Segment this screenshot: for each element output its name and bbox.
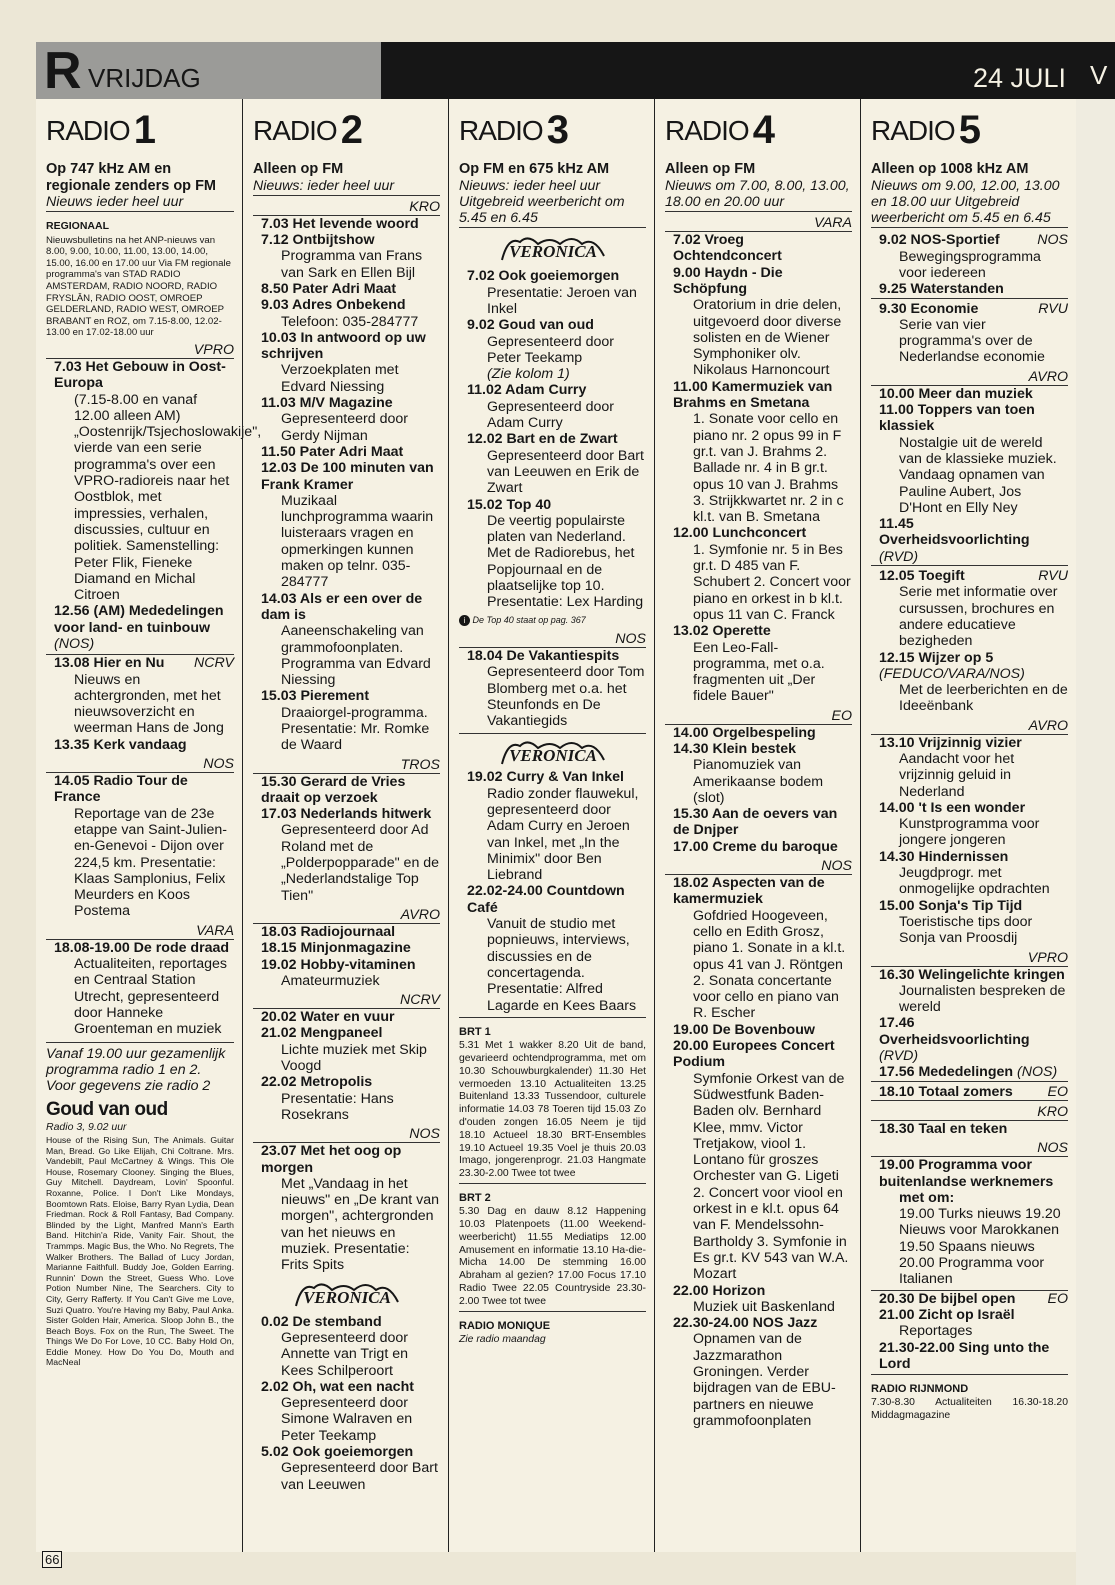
programme-title: 9.00 Haydn - Die Schöpfung <box>673 264 783 297</box>
programme-title: 14.30 Klein bestek <box>673 741 797 757</box>
programme-entry <box>871 568 1068 649</box>
programme-title: 8.50 Pater Adri Maat <box>261 280 397 297</box>
broadcaster-inline: (RVD) <box>879 548 919 565</box>
programme-entry <box>253 1074 440 1123</box>
programme-entry <box>871 281 1068 298</box>
programme-entry <box>253 1009 440 1025</box>
radio-5-news: Nieuws om 9.00, 12.00, 13.00 en 18.00 uur Uitgebreid weerbericht om 5.45 en 6.45 <box>871 178 1068 229</box>
radio-4-title: RADIO 4 <box>665 108 774 152</box>
programme-entry <box>459 769 646 883</box>
programme-entry <box>253 1379 440 1444</box>
programme-title: 12.15 Wijzer op 5 <box>879 649 994 666</box>
programme-description: 1. Symfonie nr. 5 in Bes gr.t. D 485 van F. Schubert 2. Concert voor piano en orkest in b kl.t. opus 11 van C. Franck <box>693 541 851 623</box>
programme-entry <box>871 800 1068 849</box>
programme-title: 11.03 M/V Magazine <box>261 395 393 412</box>
programme-description: Telefoon: 035-284777 <box>281 313 419 330</box>
programme-title: 9.02 NOS-Sportief <box>879 232 1000 249</box>
veronica-logo <box>459 232 646 266</box>
programme-description: Serie met informatie over cursussen, brochures en andere educatieve bezigheden <box>899 584 1058 650</box>
broadcaster-label: NOS <box>253 1126 440 1143</box>
programme-description: Verzoekplaten met Edvard Niessing <box>281 362 399 395</box>
programme-entry <box>871 301 1068 366</box>
programme-title: 5.02 Ook goeiemorgen <box>261 1443 414 1460</box>
programme-description: 19.00 Turks nieuws 19.20 Nieuws voor Marokkanen 19.50 Spaans nieuws 20.00 Programma voor Italianen <box>899 1206 1061 1288</box>
broadcaster-label: EO <box>665 708 852 725</box>
programme-title-row <box>54 655 234 671</box>
broadcaster-inline: EO <box>1047 1290 1068 1307</box>
programme-title-row <box>879 568 1068 584</box>
broadcaster-label: AVRO <box>871 718 1068 735</box>
programme-description: Een Leo-Fall-programma, met o.a. fragmenten uit „Der fidele Bauer" <box>693 639 825 705</box>
programme-title: 11.50 Pater Adri Maat <box>261 443 404 460</box>
broadcaster-label: AVRO <box>253 907 440 924</box>
veronica-logo-text: VERONICA <box>302 1287 391 1307</box>
regional-body: Nieuwsbulletins na het ANP-nieuws van 8.00, 9.00, 10.00, 11.00, 13.00, 14.00, 15.00, 16.00 en 17.00 uur Via FM regionale programma's van STAD RADIO AMSTERDAM, RADIO NOORD, RADIO FRYSLÂN, RADIO OOST, OMROEP GELDERLAND, RADIO WEST, OMROEP BRABANT en ROZ, om 7.15-8.00, 12.02-13.00 en 17.02-18.00 uur <box>46 234 231 339</box>
radio-1-title: RADIO 1 <box>46 108 155 152</box>
programme-title: 18.10 Totaal zomers <box>879 1083 1013 1100</box>
radio-1-frequency: Op 747 kHz AM en regionale zenders op FM <box>46 161 216 194</box>
programme-title: 9.02 Goud van oud <box>467 317 594 334</box>
programme-title: 13.35 Kerk vandaag <box>54 736 187 753</box>
programme-entry <box>253 1314 440 1379</box>
programme-description: Kunstprogramma voor jongere jongeren <box>899 816 1040 849</box>
veronica-logo-text: VERONICA <box>508 242 597 262</box>
programme-description: Serie van vier programma's over de Nederlandse economie <box>899 316 1045 366</box>
programme-entry <box>665 379 852 526</box>
programme-title: 14.03 Als er een over de dam is <box>261 590 423 623</box>
programme-title: 20.00 Europees Concert Podium <box>673 1038 835 1071</box>
programme-title: 0.02 De stemband <box>261 1313 382 1330</box>
veronica-logo-graphic <box>498 232 608 266</box>
programme-description: Nostalgie uit de wereld van de klassieke muziek. Vandaag opnamen van Pauline Aubert, Jos D'Hont en Elly Ney <box>899 434 1057 516</box>
programme-entry <box>665 725 852 741</box>
broadcaster-label: NOS <box>665 858 852 875</box>
broadcaster-inline: NCRV <box>194 655 234 672</box>
programme-title: 12.56 (AM) Mededelingen voor land- en tuinbouw <box>54 603 224 636</box>
programme-title: 19.02 Curry & Van Inkel <box>467 769 624 786</box>
programme-entry <box>253 330 440 395</box>
header-date: 24 JULI <box>972 63 1066 93</box>
column-radio-3 <box>448 99 654 1552</box>
programme-title: 11.00 Kamermuziek van Brahms en Smetana <box>673 378 833 412</box>
programme-entry <box>46 655 234 736</box>
programme-description: Presentatie: Jeroen van Inkel <box>487 284 637 317</box>
programme-title: 20.02 Water en vuur <box>261 1009 395 1026</box>
programme-title: 11.02 Adam Curry <box>467 382 587 399</box>
divider <box>459 1017 646 1018</box>
programme-entry <box>665 1038 852 1282</box>
programme-title: 15.02 Top 40 <box>467 496 552 513</box>
programme-title: 15.30 Aan de oevers van de Dnjper <box>673 806 838 839</box>
programme-entry <box>871 1084 1068 1101</box>
programme-description: Amateurmuziek <box>281 972 380 989</box>
broadcaster-label: VARA <box>46 923 234 940</box>
programme-entry <box>665 1022 852 1038</box>
programme-title: 2.02 Oh, wat een nacht <box>261 1378 414 1395</box>
programme-entry <box>253 297 440 330</box>
programme-entry <box>253 688 440 753</box>
programme-entry <box>46 603 234 652</box>
programme-description: De veertig populairste platen van Nederland. Met de Radiorebus, het Popjournaal en de plaatselijke top 10. Presentatie: Lex Harding <box>487 512 644 611</box>
goud-van-oud-playlist: House of the Rising Sun, The Animals. Guitar Man, Bread. Go Like Elijah, Chi Coltrane. Mrs. Vandebilt, Paul McCartney & Wings. This Ole House, Rosemary Clooney. Singing the Blues, Guy Mitchell. Daydream, Lovin' Spoonful. Roxanne, Police. I Don't Like Mondays, Boomtown Rats. Eloise, Barry Ryan Lydia, Dean Friedman. Rock & Roll Fantasy, Bad Company. Blinded by the Light, Manfred Mann's Earth Band. Hitchin'a Ride, Vanity Fair. Shout, the Trammps. Magic Bus, the Who. No Regrets, The Walker Brothers. The Ballad of Lucy Jordan, Marianne Faithfull. Buddy Joe, Golden Earring. Runnin' Down the Street, Guess Who. Love Potion Number Nine, The Searchers. City to City, Gerry Rafferty. If You Can't Give me Love, Suzi Quatro. You're Having my Baby, Paul Anka. Sister Golden Hair, America. Sloop John B., the Beach Boys. Fox on the Run, The Sweet. The Things We Do For Love, 10 CC. Baby Hold On, Eddie Money. How Do You Do, Mouth and MacNeal <box>46 1135 234 1368</box>
radio-section-logo: R <box>44 42 80 100</box>
programme-entry <box>871 402 1068 516</box>
programme-entry <box>253 1025 440 1074</box>
programme-entry <box>46 737 234 753</box>
broadcaster-inline: (NOS) <box>54 635 95 652</box>
programme-title: 7.03 Het Gebouw in Oost-Europa <box>54 358 226 392</box>
broadcaster-label: NOS <box>459 631 646 648</box>
header-left-band <box>36 42 381 99</box>
programme-entry <box>459 317 646 382</box>
programme-title: 22.02-24.00 Countdown Café <box>467 883 625 916</box>
programme-title: 12.05 Toegift <box>879 568 965 585</box>
programme-title-row <box>879 301 1068 317</box>
programme-title: 22.30-24.00 NOS Jazz <box>673 1315 818 1332</box>
programme-entry <box>459 648 646 729</box>
programme-description: Bewegingsprogramma voor iedereen <box>899 248 1041 281</box>
programme-title: 18.02 Aspecten van de kamermuziek <box>673 875 825 908</box>
regional-heading: REGIONAAL <box>46 220 109 233</box>
programme-entry <box>253 232 440 281</box>
broadcaster-inline: RVU <box>1038 568 1068 585</box>
programme-entry <box>253 395 440 444</box>
programme-title: 18.08-19.00 De rode draad <box>54 939 230 956</box>
veronica-logo-graphic <box>292 1278 402 1312</box>
radio-1-news: Nieuws ieder heel uur <box>46 194 234 212</box>
programme-title: 7.02 Vroeg Ochtendconcert <box>673 232 782 265</box>
programme-title: 14.00 Orgelbespeling <box>673 724 816 741</box>
header-right-band <box>381 42 1076 99</box>
programme-description: Actualiteiten, reportages en Centraal Station Utrecht, gepresenteerd door Hanneke Groenteman en muziek <box>74 956 228 1038</box>
programme-entry <box>665 741 852 806</box>
programme-entry <box>665 623 852 704</box>
adjacent-page-edge <box>1076 42 1115 1585</box>
info-circle-icon: i <box>459 615 470 626</box>
programme-description: Jeugdprogr. met onmogelijke opdrachten <box>899 865 1050 898</box>
divider <box>459 1183 646 1184</box>
programme-title: 14.05 Radio Tour de France <box>54 773 188 806</box>
programme-title: 13.10 Vrijzinnig vizier <box>879 734 1022 751</box>
programme-title: 9.03 Adres Onbekend <box>261 297 406 314</box>
broadcaster-inline: RVU <box>1038 300 1068 317</box>
programme-title-row <box>879 232 1068 248</box>
programme-title: 11.00 Toppers van toen klassiek <box>879 402 1035 435</box>
broadcaster-label: NOS <box>871 1140 1068 1157</box>
programme-title: 18.30 Taal en teken <box>879 1120 1008 1137</box>
programme-entry <box>871 516 1068 566</box>
broadcaster-label: TROS <box>253 757 440 774</box>
radio-4-news: Nieuws om 7.00, 8.00, 13.00, 18.00 en 20.00 uur <box>665 178 852 213</box>
programme-description: Aaneenschakeling van grammofoonplaten. Programma van Edvard Niessing <box>281 623 431 689</box>
programme-description: Programma van Frans van Sark en Ellen Bijl <box>281 248 423 281</box>
broadcaster-inline: (FEDUCO/VARA/NOS) <box>879 665 1025 682</box>
top40-footnote <box>459 612 646 628</box>
broadcaster-inline: NOS <box>1037 232 1068 249</box>
programme-entry <box>871 967 1068 1016</box>
programme-title: 17.03 Nederlands hitwerk <box>261 806 432 823</box>
programme-description: Gepresenteerd door Bart van Leeuwen en Erik de Zwart <box>487 447 644 497</box>
programme-entry <box>871 650 1068 715</box>
programme-description: Gepresenteerd door Simone Walraven en Peter Teekamp <box>281 1395 413 1444</box>
programme-title: 17.46 Overheidsvoorlichting <box>879 1015 1030 1048</box>
programme-title: 18.03 Radiojournaal <box>261 923 396 940</box>
programme-title: 14.30 Hindernissen <box>879 848 1009 865</box>
programme-entry <box>871 386 1068 402</box>
programme-description: Muziek uit Baskenland <box>693 1298 835 1315</box>
broadcaster-label: AVRO <box>871 369 1068 386</box>
programme-entry <box>665 806 852 839</box>
programme-entry <box>665 525 852 623</box>
column-radio-2 <box>242 99 448 1552</box>
programme-title: 15.03 Pierement <box>261 688 370 705</box>
programme-title: 10.00 Meer dan muziek <box>879 385 1033 402</box>
programme-description: Reportage van de 23e etappe van Saint-Julien-en-Genevoi - Dijon over 224,5 km. Presentatie: Klaas Samplonius, Felix Meurders en Koos Postema <box>74 805 228 920</box>
programme-entry <box>871 1015 1068 1064</box>
programme-entry <box>459 431 646 496</box>
broadcaster-label: KRO <box>253 199 440 216</box>
programme-title: 17.56 Mededelingen <box>879 1064 1014 1081</box>
programme-description: Lichte muziek met Skip Voogd <box>281 1041 427 1075</box>
broadcaster-label: KRO <box>871 1104 1068 1121</box>
column-radio-4 <box>654 99 860 1552</box>
programme-entry <box>253 924 440 940</box>
programme-title: 11.45 Overheidsvoorlichting <box>879 516 1030 549</box>
programme-entry <box>871 735 1068 800</box>
brt1-schedule: 5.31 Met 1 wakker 8.20 Uit de band, gevarieerd ochtendprogramma, met om 10.30 Schouwburgkalender) 11.30 Het vermoeden 13.10 Actualiteiten 13.25 Buitenland 13.33 Tussendoor, culturele informatie 14.03 78 Toeren tijd 15.03 Zo d'ouden zongen 16.05 Neem je tijd 18.10 Actueel 18.30 BRT-Ensembles 19.10 Actueel 19.35 Voel je thuis 20.03 Imago, jongerenprogr. 21.03 Hangmate 23.30-2.00 Twee tot twee <box>459 1040 646 1180</box>
programme-title: 14.00 't Is een wonder <box>879 799 1026 816</box>
programme-entry <box>46 358 262 604</box>
programme-title-row <box>879 1084 1068 1100</box>
programme-title-row <box>879 1291 1068 1307</box>
veronica-logo <box>459 733 646 767</box>
programme-entry <box>871 1291 1068 1307</box>
programme-entry <box>253 1143 440 1273</box>
programme-title: 19.00 De Bovenbouw <box>673 1021 815 1038</box>
joint-programme-note: Vanaf 19.00 uur gezamenlijk programma radio 1 en 2. Voor gegevens zie radio 2 <box>46 1042 234 1095</box>
programme-description: Gepresenteerd door Adam Curry <box>487 398 614 432</box>
programme-entry <box>871 1064 1068 1081</box>
radio-rijnmond-schedule: 7.30-8.30 Actualiteiten 16.30-18.20 Middagmagazine <box>871 1397 1068 1422</box>
programme-entry <box>665 265 852 379</box>
programme-entry <box>665 1315 852 1429</box>
broadcaster-label: NCRV <box>253 992 440 1009</box>
programme-entry <box>665 1283 852 1316</box>
programme-title: 18.04 De Vakantiespits <box>467 647 620 664</box>
broadcaster-inline: EO <box>1047 1083 1068 1100</box>
radio-5-title: RADIO 5 <box>871 108 980 152</box>
programme-title: 7.12 Ontbijtshow <box>261 232 375 249</box>
programme-entry <box>871 1121 1068 1137</box>
programme-entry <box>871 1157 1068 1287</box>
programme-title: 21.02 Mengpaneel <box>261 1025 383 1042</box>
programme-title: 20.30 De bijbel open <box>879 1290 1016 1307</box>
programme-description: Toeristische tips door Sonja van Proosdij <box>899 913 1033 947</box>
broadcaster-inline: (RVD) <box>879 1048 919 1065</box>
programme-description: Gepresenteerd door Ad Roland met de „Polderpopparade" en de „Nederlandstalige Top Tien" <box>281 822 440 904</box>
programme-title: 16.30 Welingelichte kringen <box>879 966 1065 983</box>
programme-description: Gepresenteerd door Gerdy Nijman <box>281 411 408 444</box>
programme-title: 18.15 Minjonmagazine <box>261 940 411 957</box>
programme-description: Gepresenteerd door Annette van Trigt en Kees Schilperoort <box>281 1329 408 1379</box>
programme-title: 15.30 Gerard de Vries draait op verzoek <box>261 773 406 806</box>
programme-entry <box>665 875 852 1022</box>
goud-van-oud-heading: Goud van oud <box>46 1099 168 1121</box>
programme-description: 1. Sonate voor cello en piano nr. 2 opus 99 in F gr.t. van J. Brahms 2. Ballade nr. 4 in B gr.t. opus 10 van J. Brahms 3. Strijkkwartet nr. 2 in c kl.t. van B. Smetana <box>693 411 844 526</box>
programme-description: Aandacht voor het vrijzinnig geluid in Nederland <box>899 751 1015 800</box>
programme-entry <box>253 774 440 807</box>
radio-2-frequency: Alleen op FM <box>253 161 344 177</box>
broadcaster-label: VPRO <box>46 342 234 359</box>
programme-entry <box>871 232 1068 281</box>
brt2-schedule: 5.30 Dag en dauw 8.12 Happening 10.03 Platenpoets (11.00 Weekend-weerbericht) 11.55 Mediatips 12.00 Amusement en informatie 13.10 Ha-die-Micha 14.00 De stemming 16.00 Abraham al gezien? 17.00 Focus 17.10 Radio Twee 22.05 Countryside 23.30-2.00 Twee tot twee <box>459 1206 646 1307</box>
radio-monique-note: Zie radio maandag <box>459 1333 546 1345</box>
radio-3-title: RADIO 3 <box>459 108 568 152</box>
programme-entry <box>253 806 440 904</box>
radio-2-title: RADIO 2 <box>253 108 362 152</box>
programme-description: Pianomuziek van Amerikaanse bodem (slot) <box>693 757 824 806</box>
broadcaster-inline: (NOS) <box>1017 1064 1058 1081</box>
programme-entry <box>253 216 440 232</box>
programme-subtitle: met om: <box>899 1189 955 1206</box>
programme-entry <box>871 898 1068 947</box>
programme-title: 17.00 Creme du baroque <box>673 838 838 855</box>
programme-entry <box>253 957 440 990</box>
column-radio-1 <box>36 99 262 1552</box>
brt1-heading: BRT 1 <box>459 1025 491 1038</box>
programme-entry <box>253 281 440 297</box>
broadcaster-label: VARA <box>665 215 852 232</box>
programme-title: 22.00 Horizon <box>673 1282 766 1299</box>
programme-entry <box>665 232 852 265</box>
programme-title: 7.03 Het levende woord <box>261 215 419 232</box>
programme-title: 19.02 Hobby-vitaminen <box>261 956 416 973</box>
radio-2-news: Nieuws: ieder heel uur <box>253 178 440 196</box>
programme-description: Met de leerberichten en de Ideeënbank <box>899 682 1068 715</box>
programme-description: Presentatie: Hans Rosekrans <box>281 1090 394 1123</box>
programme-description: Reportages <box>899 1323 973 1340</box>
programme-description: Opnamen van de Jazzmarathon Groningen. Verder bijdragen van de EBU-partners en nieuwe grammofoonplaten <box>693 1331 836 1429</box>
adjacent-page-header <box>1076 42 1115 99</box>
programme-title: 12.02 Bart en de Zwart <box>467 431 618 448</box>
programme-entry <box>46 940 234 1038</box>
programme-title: 15.00 Sonja's Tip Tijd <box>879 897 1023 914</box>
tv-guide-page <box>36 42 1076 1552</box>
programme-description: Gofdried Hoogeveen, cello en Edith Grosz, piano 1. Sonate in a kl.t. opus 41 van J. Röntgen 2. Sonata concertante voor cello en piano van R. Escher <box>693 907 846 1022</box>
programme-title: 7.02 Ook goeiemorgen <box>467 268 620 285</box>
programme-title: 13.02 Operette <box>673 623 771 640</box>
programme-description: Gepresenteerd door Peter Teekamp <box>487 333 614 366</box>
programme-description: Radio zonder flauwekul, gepresenteerd door Adam Curry en Jeroen van Inkel, met „In the Minimix" door Ben Liebrand <box>487 785 639 884</box>
programme-title: 10.03 In antwoord op uw schrijven <box>261 329 426 363</box>
programme-entry <box>459 268 646 317</box>
programme-entry <box>665 839 852 855</box>
programme-title: 23.07 Met het oog op morgen <box>261 1143 402 1176</box>
goud-van-oud-subheading: Radio 3, 9.02 uur <box>46 1120 127 1133</box>
programme-entry <box>253 1444 440 1493</box>
divider <box>459 1311 646 1312</box>
programme-entry <box>459 497 646 611</box>
programme-entry <box>253 940 440 956</box>
programme-entry <box>253 591 440 689</box>
programme-description: Nieuws en achtergronden, met het nieuwsoverzicht en weerman Hans de Jong <box>74 671 224 737</box>
programme-title: 21.30-22.00 Sing unto the Lord <box>879 1339 1050 1372</box>
programme-description: Symfonie Orkest van de Südwestfunk Baden-Baden olv. Bernhard Klee, mmv. Victor Tretjakow, viool 1. Lontano für groszes Orchester van G. Ligeti 2. Concert voor viool en orkest in e kl.t. opus 64 van F. Mendelssohn-Bartholdy 3. Symfonie in Es gr.t. KV 543 van W.A. Mozart <box>693 1070 849 1283</box>
radio-3-frequency: Op FM en 675 kHz AM <box>459 161 610 177</box>
programme-title: 22.02 Metropolis <box>261 1074 373 1091</box>
header-day: VRIJDAG <box>88 63 201 93</box>
radio-monique-heading: RADIO MONIQUE <box>459 1319 551 1332</box>
programme-note: (Zie kolom 1) <box>487 366 570 383</box>
programme-description: Oratorium in drie delen, uitgevoerd door diverse solisten en de Wiener Symphoniker olv. Nikolaus Harnoncourt <box>693 297 842 379</box>
programme-description: Met „Vandaag in het nieuws" en „De krant van morgen", achtergronden van het nieuws en muziek. Presentatie: Frits Spits <box>281 1175 440 1274</box>
programme-description: Gepresenteerd door Tom Blomberg met o.a. het Steunfonds en De Vakantiegids <box>487 664 645 730</box>
column-radio-5 <box>860 99 1076 1552</box>
programme-entry <box>253 460 440 590</box>
programme-description: Gepresenteerd door Bart van Leeuwen <box>281 1460 438 1493</box>
programme-description: Journalisten bespreken de wereld <box>899 982 1066 1016</box>
radio-3-news: Nieuws: ieder heel uur Uitgebreid weerbericht om 5.45 en 6.45 <box>459 178 646 229</box>
page-number: 66 <box>42 1551 62 1568</box>
programme-title: 12.00 Lunchconcert <box>673 525 807 542</box>
broadcaster-label: NOS <box>46 756 234 773</box>
adjacent-page-header-letter: V <box>1090 60 1108 90</box>
footnote-text: De Top 40 staat op pag. 367 <box>472 614 586 625</box>
programme-title: 19.00 Programma voor buitenlandse werknemers <box>879 1157 1054 1190</box>
radio-5-frequency: Alleen op 1008 kHz AM <box>871 161 1029 177</box>
broadcaster-label: VPRO <box>871 950 1068 967</box>
programme-title: 9.30 Economie <box>879 300 979 317</box>
brt2-heading: BRT 2 <box>459 1191 491 1204</box>
programme-title: 12.03 De 100 minuten van Frank Kramer <box>261 460 434 493</box>
radio-4-frequency: Alleen op FM <box>665 161 756 177</box>
programme-title: 21.00 Zicht op Israël <box>879 1306 1015 1323</box>
veronica-logo-graphic <box>498 736 608 770</box>
programme-description: Muzikaal lunchprogramma waarin luisteraars vragen en opmerkingen kunnen maken op telnr. 035-284777 <box>281 492 434 591</box>
veronica-logo-text: VERONICA <box>508 746 597 766</box>
programme-entry <box>871 1307 1068 1340</box>
programme-entry <box>871 849 1068 898</box>
programme-description: Vanuit de studio met popnieuws, interviews, discussies en de concertagenda. Presentatie: Alfred Lagarde en Kees Baars <box>487 916 637 1014</box>
veronica-logo <box>253 1278 440 1312</box>
programme-entry <box>871 1340 1068 1373</box>
programme-entry <box>459 382 646 431</box>
divider <box>871 1374 1068 1375</box>
page-header <box>36 42 1076 99</box>
programme-entry <box>253 444 440 460</box>
programme-entry <box>46 773 234 920</box>
programme-title: 13.08 Hier en Nu <box>54 655 165 672</box>
radio-rijnmond-heading: RADIO RIJNMOND <box>871 1383 969 1396</box>
programme-entry <box>459 883 646 1013</box>
programme-title: 9.25 Waterstanden <box>879 281 1004 298</box>
programme-description: (7.15-8.00 en vanaf 12.00 alleen AM) „Oostenrijk/Tsjechoslowakije", vierde van een serie programma's over een VPRO-radioreis naar het Oostblok, met impressies, verhalen, discussies, cultuur en politiek. Samenstelling: Peter Flik, Fieneke Diamand en Michal Citroen <box>74 391 262 604</box>
programme-description: Draaiorgel-programma. Presentatie: Mr. Romke de Waard <box>281 704 430 754</box>
